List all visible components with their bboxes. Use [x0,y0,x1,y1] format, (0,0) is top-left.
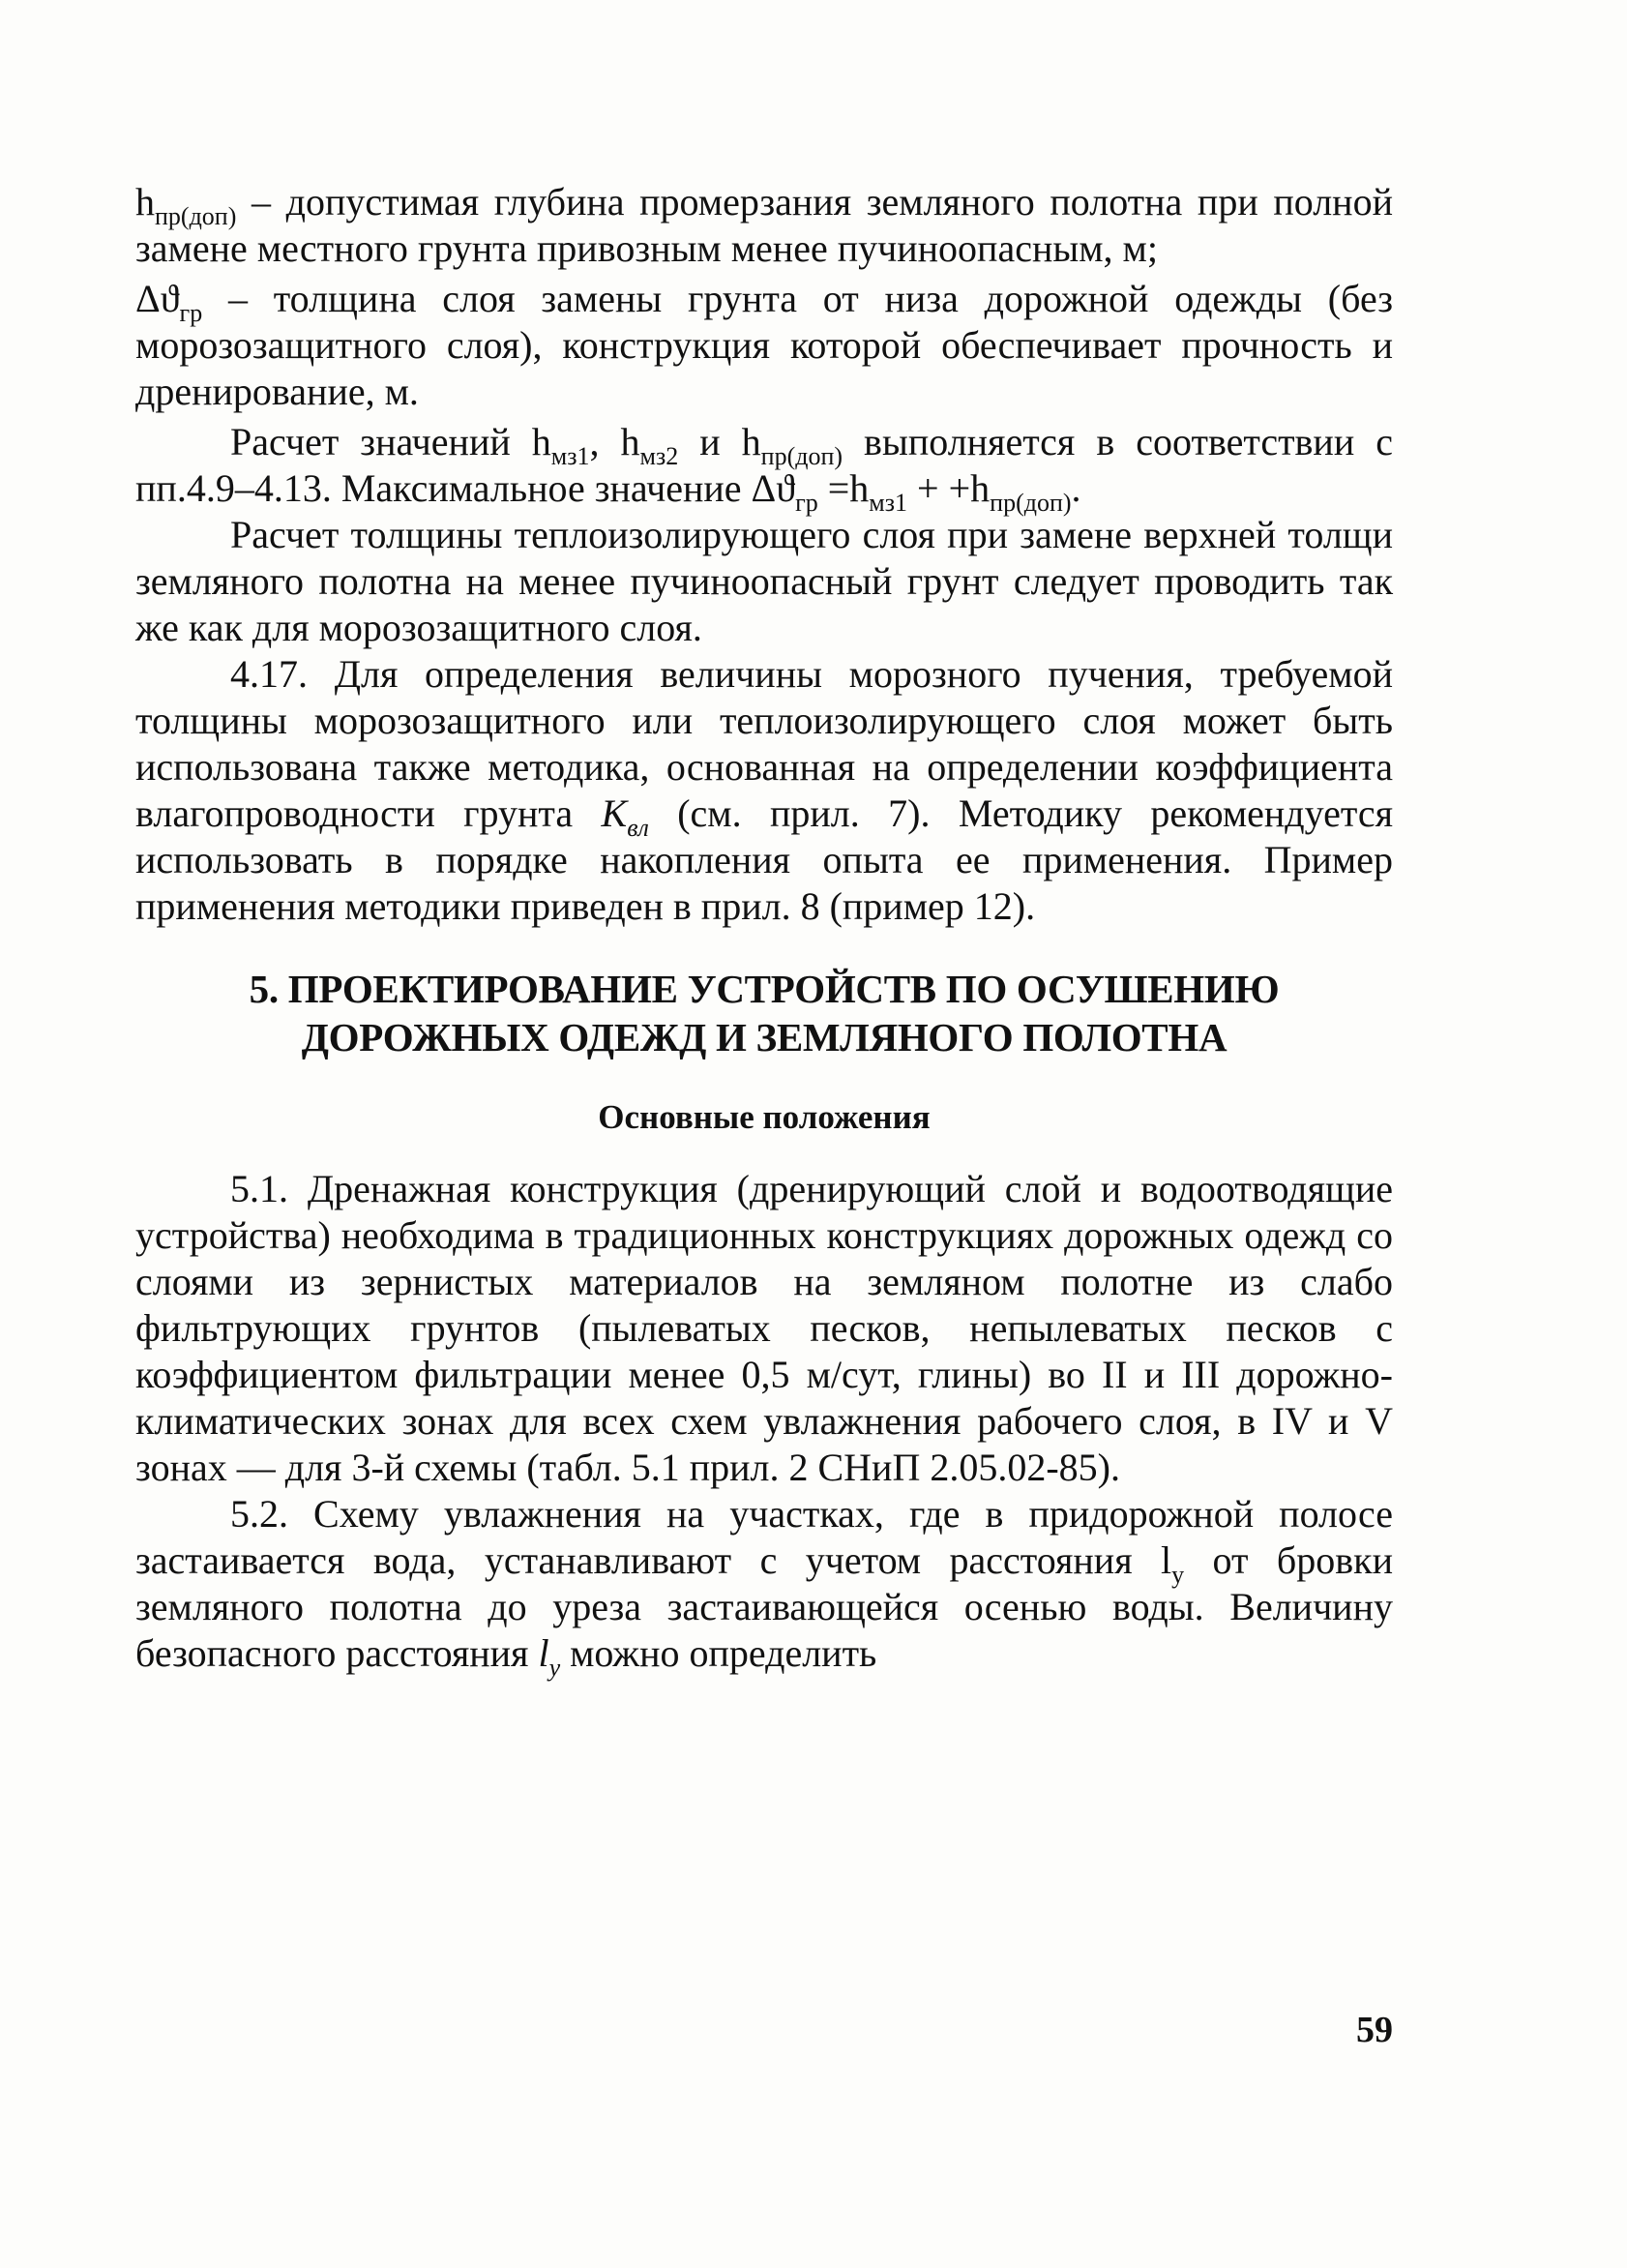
calc-text: , h [589,420,640,463]
k-vl-subscript: вл [627,814,649,842]
page-number: 59 [1356,2010,1393,2050]
subsection-heading: Основные положения [598,1098,931,1136]
k-vl-symbol: K [601,791,628,835]
page-body [135,179,1394,1682]
paragraph-text: 4.17. Для определения величины морозного пучения, требуемой толщины морозозащитного или теплоизолирующего слоя может быть использована также методика, основанная на определении коэффициента влагопроводности грунта [135,652,1393,835]
definition-h-pr-dop [135,179,1393,272]
paragraph-text: 5.2. Схему увлажнения на участках, где в придорожной полосе застаивается вода, устанавливают с учетом расстояния l [135,1492,1393,1582]
paragraph-text: можно определить [560,1631,877,1675]
definition-subscript: пр(доп) [155,202,237,230]
section-heading [135,965,1393,1061]
calc-subscript: пр(доп) [990,489,1072,517]
l-y-subscript: у [1171,1561,1185,1589]
calc-subscript: мз1 [869,489,908,517]
calc-subscript: мз1 [550,442,590,470]
section-heading-line-2: ДОРОЖНЫХ ОДЕЖД И ЗЕМЛЯНОГО ПОЛОТНА [301,1015,1228,1059]
calc-text: Расчет значений h [230,420,551,463]
definition-text: – толщина слоя замены грунта от низа дорожной одежды (без морозозащитного слоя), конструкция которой обеспечивает прочность и дренирование, м. [135,277,1393,413]
definition-text: – допустимая глубина промерзания земляного полотна при полной замене местного грунта привозным менее пучиноопасным, м; [135,180,1393,270]
paragraph-5-1: 5.1. Дренажная конструкция (дренирующий слой и водоотводящие устройства) необходима в традиционных конструкциях дорожных одежд со слоями из зернистых материалов на земляном полотне из слабо фильтрующих грунтов (пылеватых песков, непылеватых песков с коэффициентом фильтрации менее 0,5 м/сут, глины) во II и III дорожно-климатических зонах для всех схем увлажнения рабочего слоя, в IV и V зонах — для 3-й схемы (табл. 5.1 прил. 2 СНиП 2.05.02-85). [135,1167,1393,1489]
definition-symbol: h [135,180,155,224]
calc-text: . [1071,466,1081,510]
calc-subscript: мз2 [639,442,679,470]
paragraph-text: от бровки земляного полотна до уреза застаивающейся осенью воды. Величину безопасного расстояния [135,1538,1394,1675]
paragraph-text: (см. прил. 7). Методику рекомендуется использовать в порядке накопления опыта ее применения. Пример применения методики приведен в прил. 8 (пример 12). [135,791,1393,928]
calc-subscript: пр(доп) [760,442,843,470]
l-y-subscript: у [548,1654,561,1682]
thermal-layer-paragraph: Расчет толщины теплоизолирующего слоя при замене верхней толщи земляного полотна на менее пучиноопасный грунт следует проводить так же как для морозозащитного слоя. [135,513,1393,649]
calc-text: =h [817,466,870,510]
definition-symbol: Δϑ [135,277,180,320]
calc-text: выполняется в соответствии с пп.4.9–4.13. Максимальное значение Δϑ [135,420,1394,510]
paragraph-4-17 [135,651,1393,930]
paragraph-5-2 [135,1491,1394,1682]
l-y-symbol: l [538,1631,549,1675]
calc-text: и h [678,420,761,463]
section-heading-line-1: 5. ПРОЕКТИРОВАНИЕ УСТРОЙСТВ ПО ОСУШЕНИЮ [249,967,1280,1011]
calc-text: + +h [907,466,991,510]
definition-delta-theta [135,276,1393,415]
calc-subscript: гр [795,489,818,517]
calc-paragraph [135,419,1394,517]
definition-subscript: гр [179,299,203,327]
